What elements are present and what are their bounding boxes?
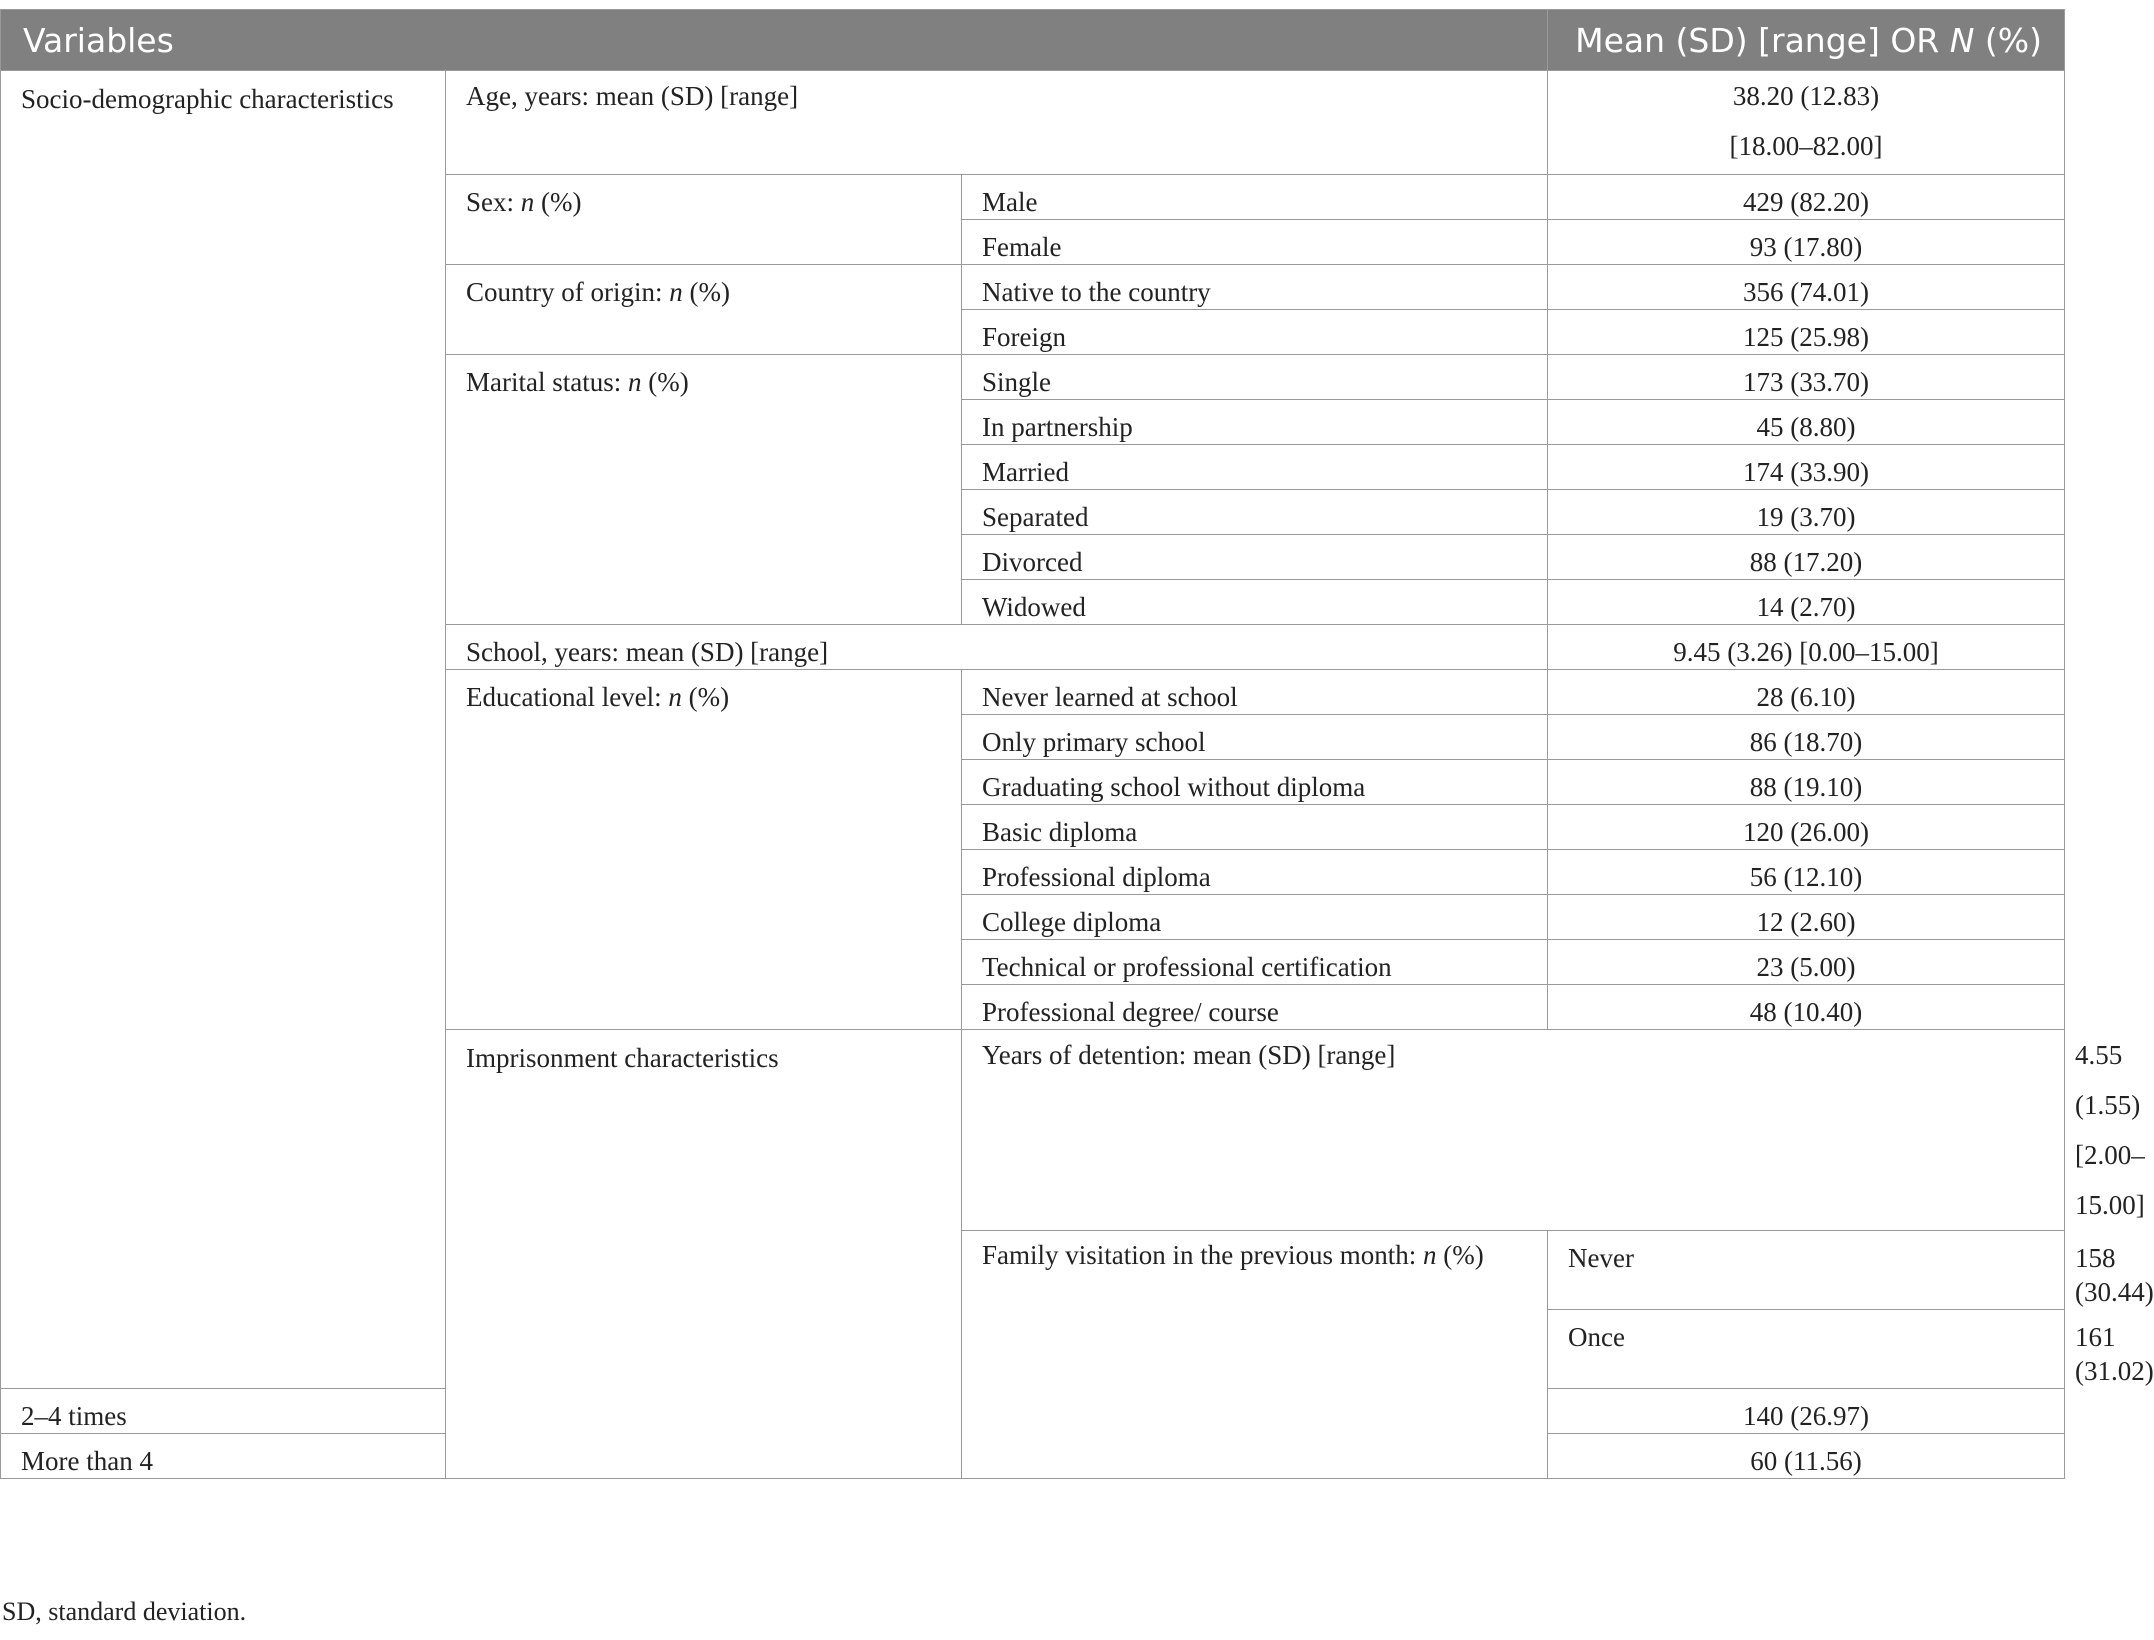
level-label: Once xyxy=(1548,1310,2065,1389)
value-cell: 23 (5.00) xyxy=(1548,940,2065,985)
variable-label: School, years: mean (SD) [range] xyxy=(446,625,1548,670)
value-cell: 356 (74.01) xyxy=(1548,265,2065,310)
value-cell: 88 (17.20) xyxy=(1548,535,2065,580)
variable-label: Marital status: n (%) xyxy=(446,355,962,625)
level-label: Separated xyxy=(962,490,1548,535)
table-row: Family visitation in the previous month: n (%) Never 158 (30.44) xyxy=(1,1231,2065,1310)
value-cell: 14 (2.70) xyxy=(1548,580,2065,625)
level-label: In partnership xyxy=(962,400,1548,445)
table-row xyxy=(1,71,2065,175)
level-label: Never learned at school xyxy=(962,670,1548,715)
level-label: Single xyxy=(962,355,1548,400)
value-cell: 9.45 (3.26) [0.00–15.00] xyxy=(1548,625,2065,670)
level-label: Married xyxy=(962,445,1548,490)
value-cell: 19 (3.70) xyxy=(1548,490,2065,535)
level-label: Professional diploma xyxy=(962,850,1548,895)
value-cell: 12 (2.60) xyxy=(1548,895,2065,940)
level-label: Widowed xyxy=(962,580,1548,625)
level-label: College diploma xyxy=(962,895,1548,940)
value-cell: 125 (25.98) xyxy=(1548,310,2065,355)
level-label: Technical or professional certification xyxy=(962,940,1548,985)
value-cell: 88 (19.10) xyxy=(1548,760,2065,805)
value-cell: 173 (33.70) xyxy=(1548,355,2065,400)
level-label: 2–4 times xyxy=(1,1389,446,1434)
level-label: More than 4 xyxy=(1,1434,446,1479)
variable-label: Family visitation in the previous month: n (%) xyxy=(962,1231,1548,1479)
variable-label: Country of origin: n (%) xyxy=(446,265,962,355)
variable-label: Sex: n (%) xyxy=(446,175,962,265)
value-cell: 60 (11.56) xyxy=(1548,1434,2065,1479)
value-cell: 56 (12.10) xyxy=(1548,850,2065,895)
level-label: Graduating school without diploma xyxy=(962,760,1548,805)
table-row: Once 161 (31.02) xyxy=(1,1310,2065,1389)
value-cell: 140 (26.97) xyxy=(1548,1389,2065,1434)
level-label: Professional degree/ course xyxy=(962,985,1548,1030)
value-cell: 48 (10.40) xyxy=(1548,985,2065,1030)
value-cell: 28 (6.10) xyxy=(1548,670,2065,715)
level-label: Divorced xyxy=(962,535,1548,580)
value-cell: 93 (17.80) xyxy=(1548,220,2065,265)
descriptive-statistics-table xyxy=(0,9,2154,1479)
level-label: Never xyxy=(1548,1231,2065,1310)
value-cell: 38.20 (12.83) [18.00–82.00] xyxy=(1548,71,2065,175)
value-cell: 429 (82.20) xyxy=(1548,175,2065,220)
variable-label: Educational level: n (%) xyxy=(446,670,962,1030)
value-cell: 120 (26.00) xyxy=(1548,805,2065,850)
variable-label: Age, years: mean (SD) [range] xyxy=(446,71,1548,175)
value-cell: 45 (8.80) xyxy=(1548,400,2065,445)
value-cell: 86 (18.70) xyxy=(1548,715,2065,760)
variable-label: Years of detention: mean (SD) [range] xyxy=(962,1030,2065,1231)
header-statistic: Mean (SD) [range] OR N (%) xyxy=(1548,10,2065,71)
level-label: Only primary school xyxy=(962,715,1548,760)
section-label: Socio-demographic characteristics xyxy=(1,71,446,1389)
level-label: Native to the country xyxy=(962,265,1548,310)
level-label: Female xyxy=(962,220,1548,265)
header-variables: Variables xyxy=(1,10,1548,71)
level-label: Basic diploma xyxy=(962,805,1548,850)
table-row: Imprisonment characteristics Years of detention: mean (SD) [range] 4.55 (1.55) [2.00–15.00] xyxy=(1,1030,2065,1231)
level-label: Male xyxy=(962,175,1548,220)
section-label: Imprisonment characteristics xyxy=(446,1030,962,1479)
value-cell: 174 (33.90) xyxy=(1548,445,2065,490)
table-header-row xyxy=(1,10,2065,71)
table-footnote: SD, standard deviation. xyxy=(2,1597,247,1626)
level-label: Foreign xyxy=(962,310,1548,355)
